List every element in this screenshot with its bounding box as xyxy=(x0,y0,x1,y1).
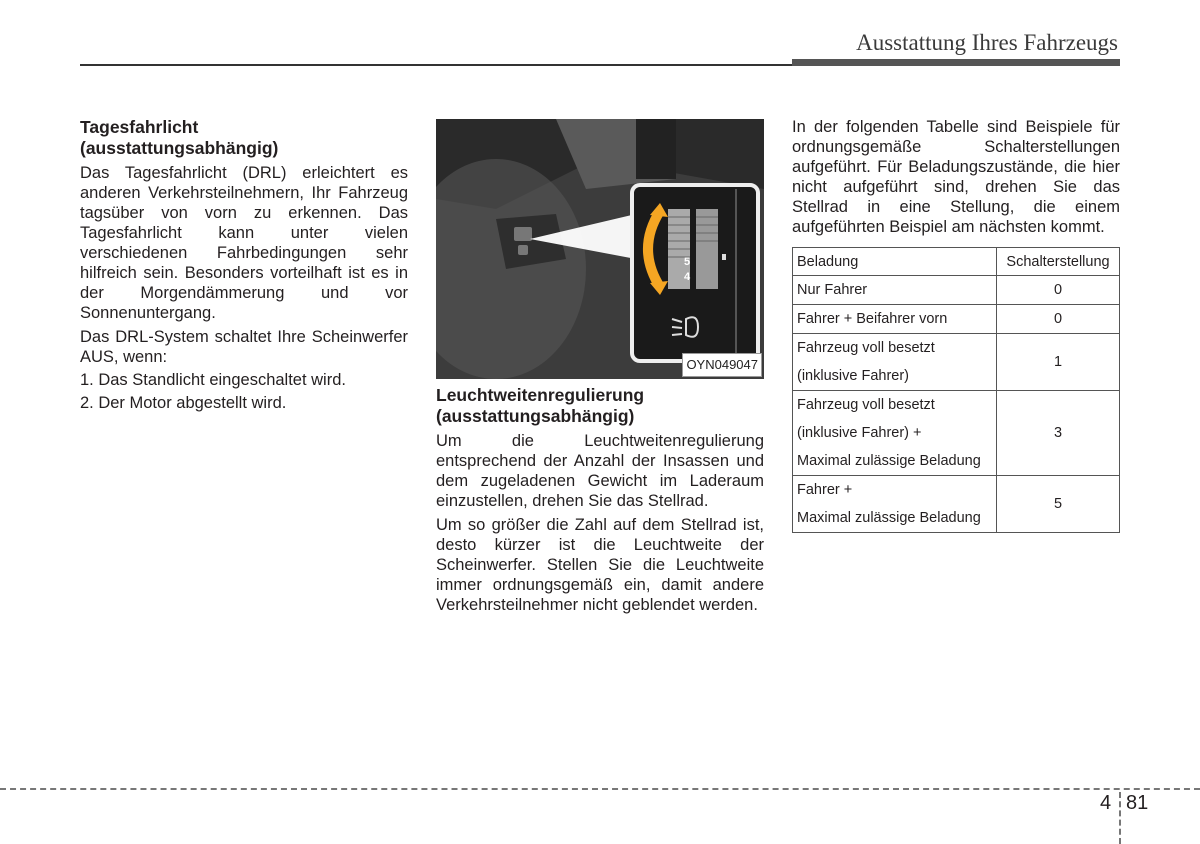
switch-position-table xyxy=(792,247,1120,533)
table-header-cell: Schalterstellung xyxy=(997,248,1120,276)
table-cell-position: 3 xyxy=(997,391,1120,476)
table-row xyxy=(793,476,1120,533)
table-cell-load xyxy=(793,391,997,476)
paragraph: Das DRL-System schaltet Ihre Scheinwerfer AUS, wenn: xyxy=(80,328,408,366)
table-cell-position: 5 xyxy=(997,476,1120,533)
cell-line: Maximal zulässige Beladung xyxy=(797,453,981,469)
dial-label: 5 xyxy=(684,256,691,268)
table-cell-load xyxy=(793,305,997,334)
table-header-row xyxy=(793,248,1120,276)
table-cell-load xyxy=(793,476,997,533)
list-item: 1. Das Standlicht eingeschaltet wird. xyxy=(80,371,346,389)
list-item: 2. Der Motor abgestellt wird. xyxy=(80,394,287,412)
footer-divider xyxy=(1119,792,1121,844)
heading-line: Tagesfahrlicht xyxy=(80,117,199,137)
paragraph: Um so größer die Zahl auf dem Stellrad ist, desto kürzer ist die Leuchtweite der Scheinwerfer. Stellen Sie die Leuchtweite immer ordnungsgemäß ein, damit andere Verkehrsteilnehmer nicht geblendet werden. xyxy=(436,516,764,614)
cell-line: Nur Fahrer xyxy=(797,282,868,298)
figure-code: OYN049047 xyxy=(682,353,762,377)
table-cell-load xyxy=(793,334,997,391)
table-cell-position: 0 xyxy=(997,305,1120,334)
running-header-title: Ausstattung Ihres Fahrzeugs xyxy=(856,30,1118,55)
cell-line: Maximal zulässige Beladung xyxy=(797,510,981,526)
table-cell-load xyxy=(793,276,997,305)
section-heading-drl xyxy=(80,117,408,159)
column-headlight-leveling xyxy=(436,119,764,617)
table-row xyxy=(793,276,1120,305)
cell-line: Fahrzeug voll besetzt xyxy=(797,340,935,356)
footer-rule xyxy=(0,788,1200,790)
table-row xyxy=(793,334,1120,391)
table-row xyxy=(793,305,1120,334)
header-rule-accent xyxy=(792,59,1120,66)
page-number: 81 xyxy=(1126,792,1149,814)
cell-line: Fahrzeug voll besetzt xyxy=(797,397,935,413)
heading-line: (ausstattungsabhängig) xyxy=(80,138,279,158)
paragraph: In der folgenden Tabelle sind Beispiele für ordnungsgemäße Schalterstellungen aufgeführt. Für Beladungszustände, die hier nicht aufgeführt sind, drehen Sie das Stellrad in eine Stellung, die einem aufgeführten Beispiel am nächsten kommt. xyxy=(792,118,1120,236)
dashboard-photo-figure xyxy=(436,119,764,379)
cell-line: (inklusive Fahrer) xyxy=(797,368,909,384)
dial-label: 4 xyxy=(684,271,691,283)
cell-line: Fahrer + xyxy=(797,482,853,498)
paragraph: Um die Leuchtweitenregulierung entsprechend der Anzahl der Insassen und dem zugeladenen Gewicht im Laderaum einzustellen, drehen Sie das Stellrad. xyxy=(436,432,764,510)
table-cell-position: 1 xyxy=(997,334,1120,391)
cell-line: (inklusive Fahrer) + xyxy=(797,425,922,441)
column-switch-positions xyxy=(792,117,1120,533)
leveling-dial-illustration xyxy=(436,119,764,379)
cell-line: Fahrer + Beifahrer vorn xyxy=(797,311,948,327)
chapter-number: 4 xyxy=(1100,792,1112,814)
table-cell-position: 0 xyxy=(997,276,1120,305)
heading-line: Leuchtweitenregulierung xyxy=(436,385,645,405)
paragraph: Das Tagesfahrlicht (DRL) erleichtert es anderen Verkehrsteilnehmern, Ihr Fahrzeug tagsüber von vorn zu erkennen. Das Tagesfahrlicht kann unter vielen verschiedenen Fahrbedingungen sehr hilfreich sein. Besonders vorteilhaft ist es in der Morgendämmerung und vor Sonnenuntergang. xyxy=(80,164,408,322)
section-heading-leveling xyxy=(436,385,764,427)
heading-line: (ausstattungsabhängig) xyxy=(436,406,635,426)
table-row xyxy=(793,391,1120,476)
column-daytime-running-lights xyxy=(80,117,408,415)
table-header-cell: Beladung xyxy=(793,248,997,276)
